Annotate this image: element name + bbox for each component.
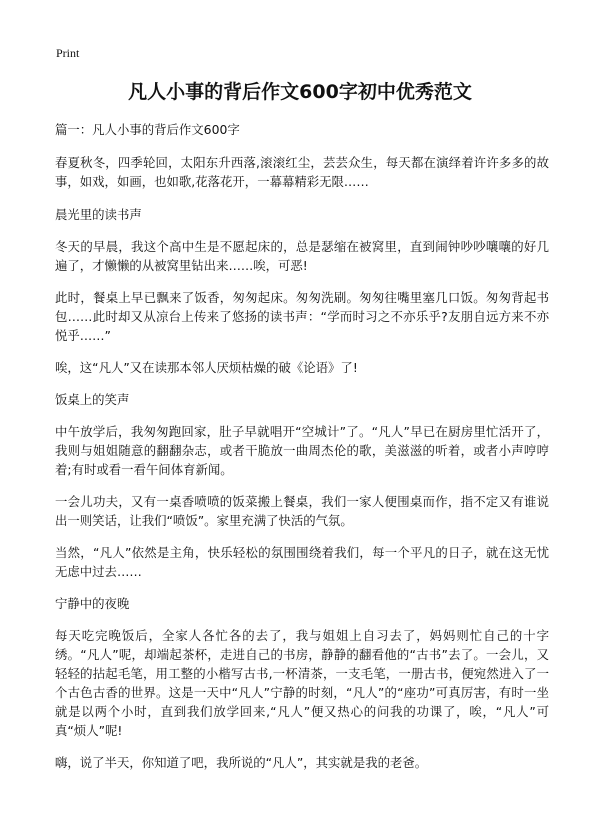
paragraph: 唉，这“凡人”又在读那本邻人厌烦枯燥的破《论语》了!: [55, 360, 358, 375]
paragraph: 当然，“凡人”依然是主角，快乐轻松的氛围围绕着我们，每一个平凡的日子，就在这无忧无虑中过去……: [55, 545, 549, 579]
subheading-evening: 宁静中的夜晚: [55, 596, 130, 611]
paragraph: 每天吃完晚饭后，全家人各忙各的去了，我与姐姐上自习去了，妈妈则忙自己的十字绣。“凡人”呢，却端起茶杯，走进自己的书房，静静的翻看他的“古书”去了。一会儿，又轻轻的拈起毛笔，用工整的小楷写古书,一杯清茶，一支毛笔，一册古书，便宛然进入了一个古色古香的世界。这是一天中“凡人”宁静的时刻，“凡人”的“座功”可真厉害，有时一坐就是以两个小时，直到我们放学回来,“凡人”便又热心的问我的功课了，唉，“凡人”可真“烦人”呢!: [55, 628, 549, 738]
paragraph: 此时，餐桌上早已飘来了饭香，匆匆起床。匆匆洗刷。匆匆往嘴里塞几口饭。匆匆背起书包……此时却又从凉台上传来了悠扬的读书声：“学而时习之不亦乐乎?友朋自远方来不亦悦乎……”: [55, 290, 549, 343]
section-heading: 篇一：凡人小事的背后作文600字: [55, 122, 240, 137]
paragraph: 中午放学后，我匆匆跑回家，肚子早就唱开“空城计”了。“凡人”早已在厨房里忙活开了，我则与姐姐随意的翻翻杂志，或者干脆放一曲周杰伦的歌，美滋滋的听着，或者小声哼哼着;有时或看一看午间体育新闻。: [55, 424, 549, 477]
closing-paragraph: 嗨，说了半天，你知道了吧，我所说的“凡人”，其实就是我的老爸。: [55, 755, 428, 770]
subheading-lunch: 饭桌上的笑声: [55, 392, 130, 407]
paragraph: 一会儿功夫，又有一桌香喷喷的饭菜搬上餐桌，我们一家人便围桌而作，指不定又有谁说出一则笑话，让我们“喷饭”。家里充满了快活的气氛。: [55, 494, 549, 528]
page-title: 凡人小事的背后作文600字初中优秀范文: [128, 81, 472, 103]
paragraph: 冬天的早晨，我这个高中生是不愿起床的，总是瑟缩在被窝里，直到闹钟吵吵嚷嚷的好几遍了，才懒懒的从被窝里钻出来……唉，可恶!: [55, 239, 549, 273]
intro-paragraph: 春夏秋冬，四季轮回，太阳东升西落,滚滚红尘，芸芸众生，每天都在演绎着许许多多的故事，如戏，如画，也如歌,花落花开，一幕幕精彩无限……: [55, 155, 549, 189]
article-body: [55, 120, 549, 785]
print-link[interactable]: Print: [56, 46, 80, 60]
subheading-morning: 晨光里的读书声: [55, 207, 142, 222]
